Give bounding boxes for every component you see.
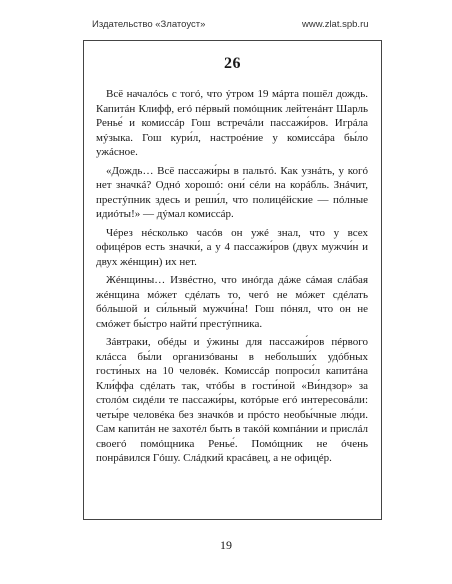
paragraph: Жéнщины… Извéстно, что инóгда дáже сáмая слáбая жéнщина мóжет сдéлать то, чегó не мóжет сдéлать бóльшой и си́льный мужчи́на! Гош пóнял, что он не смóжет бы́стро найти́ престýпника. [96,274,368,330]
chapter-number: 26 [224,55,241,72]
page-number: 19 [220,538,232,552]
publisher-website: www.zlat.spb.ru [302,19,369,30]
paragraph: Всё началóсь с тогó, что ýтром 19 мáрта пошёл дождь. Капитáн Клифф, егó пéрвый помóщник лейтенáнт Шарль Ренье́ и комиссáр Гош встречáли пассажи́ров. Игрáла мýзыка. Гош кури́л, настроéние у комиссáра бы́ло ужáсное. [96,88,368,158]
paragraph: Зáвтраки, обéды и ýжины для пассажи́ров пéрвого клáсса бы́ли организóваны в небольши́х удóбных гости́ных на 10 человéк. Комиссáр попроси́л капитáна Кли́ффа сдéлать так, чтóбы в гости́ной «Ви́ндзор» за столóм сидéли те пассажи́ры, котóрые егó интересовáли: четы́ре человéка без значкóв и прóсто необы́чные лю́ди. Сам капитáн не захотéл быть в такóй компáнии и прислáл своегó помóщника Ренье́. Помóщник не óчень понрáвился Гóшу. Слáдкий красáвец, а не офицéр. [96,336,368,464]
paragraph: «Дождь… Всё пассажи́ры в пальтó. Как узнáть, у когó нет значкá? Однó хорошó: они́ сéли на корáбль. Знáчит, престýпник здесь и реши́л, что полицéйские — пóлные идиóты!» — дýмал комиссáр. [96,164,368,220]
chapter-body [96,87,368,470]
publisher-name: Издательство «Златоуст» [92,19,206,30]
paragraph: Чéрез нéсколько часóв он ужé знал, что у всех офицéров есть значки́, а у 4 пассажи́ров (двух мужчи́н и двух жéнщин) их нет. [96,226,368,268]
running-header [0,0,452,40]
